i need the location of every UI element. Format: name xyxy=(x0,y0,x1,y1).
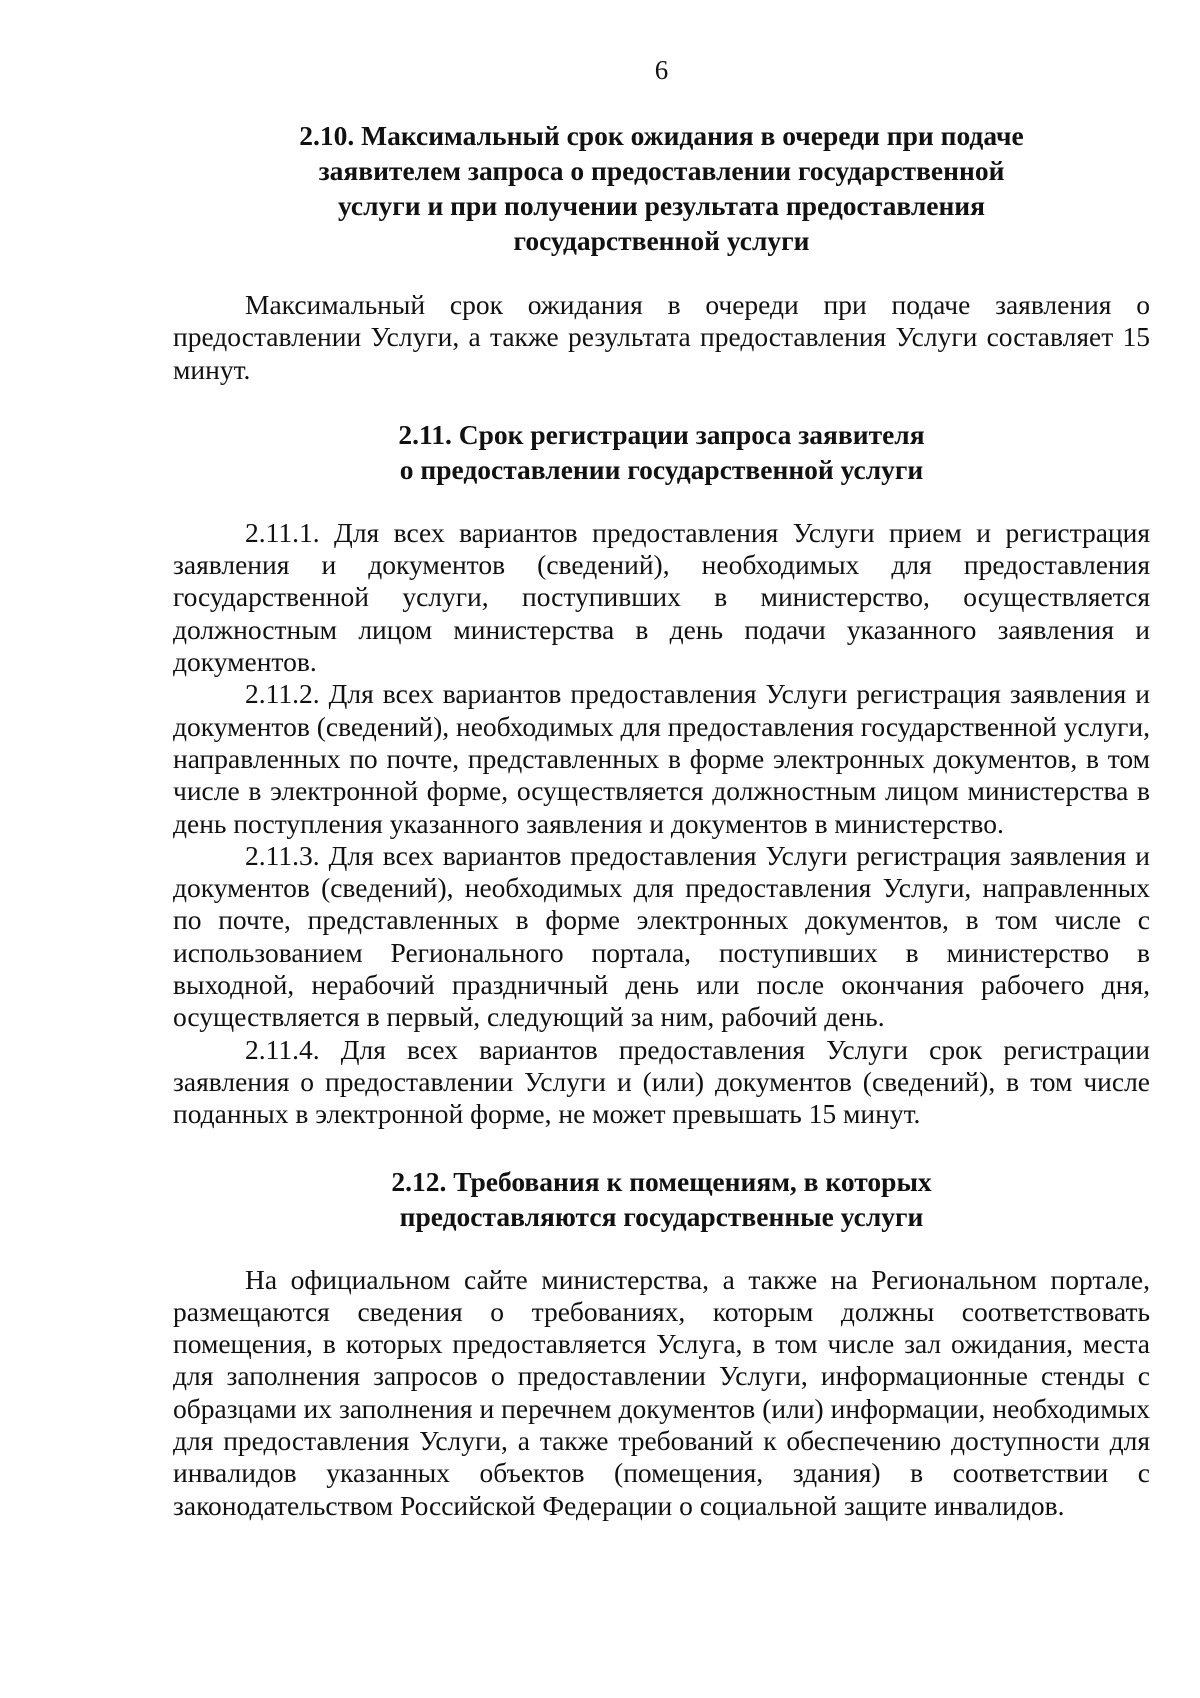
section-heading-2-10 xyxy=(173,118,1150,258)
heading-line: государственной услуги xyxy=(513,225,810,256)
section-heading-2-11 xyxy=(173,417,1150,487)
heading-line: заявителем запроса о предоставлении государственной xyxy=(318,155,1005,186)
heading-line: 2.11. Срок регистрации запроса заявителя xyxy=(398,418,925,450)
paragraph-2-11-4: 2.11.4. Для всех вариантов предоставления Услуги срок регистрации заявления о предоставлении Услуги и (или) документов (сведений), в том числе поданных в электронной форме, не может превышать 15 минут. xyxy=(173,1033,1150,1130)
heading-line: услуги и при получении результата предоставления xyxy=(337,190,986,221)
paragraph-2-12: На официальном сайте министерства, а также на Региональном портале, размещаются сведения о требованиях, которым должны соответствовать помещения, в которых предоставляется Услуга, в том числе зал ожидания, места для заполнения запросов о предоставлении Услуги, информационные стенды с образцами их заполнения и перечнем документов (или) информации, необходимых для предоставления Услуги, а также требований к обеспечению доступности для инвалидов указанных объектов (помещения, здания) в соответствии с законодательством Российской Федерации о социальной защите инвалидов. xyxy=(173,1263,1150,1521)
section-heading-2-12 xyxy=(173,1164,1150,1234)
paragraph-2-11-3: 2.11.3. Для всех вариантов предоставления Услуги регистрация заявления и документов (сведений), необходимых для предоставления Услуги, направленных по почте, представленных в форме электронных документов, в том числе с использованием Регионального портала, поступивших в министерство в выходной, нерабочий праздничный день или после окончания рабочего дня, осуществляется в первый, следующий за ним, рабочий день. xyxy=(173,839,1150,1033)
page-number: 6 xyxy=(654,55,669,85)
heading-line: о предоставлении государственной услуги xyxy=(399,453,924,485)
heading-line: 2.12. Требования к помещениям, в которых xyxy=(391,1165,932,1197)
paragraph-2-10: Максимальный срок ожидания в очереди при подаче заявления о предоставлении Услуги, а также результата предоставления Услуги составляет 15 минут. xyxy=(173,289,1150,385)
heading-line: предоставляются государственные услуги xyxy=(399,1200,924,1232)
paragraph-2-11-1: 2.11.1. Для всех вариантов предоставления Услуги прием и регистрация заявления и документов (сведений), необходимых для предоставления государственной услуги, поступивших в министерство, осуществляется должностным лицом министерства в день подачи указанного заявления и документов. xyxy=(173,516,1150,678)
heading-line: 2.10. Максимальный срок ожидания в очереди при подаче xyxy=(299,120,1024,151)
paragraph-2-11-2: 2.11.2. Для всех вариантов предоставления Услуги регистрация заявления и документов (сведений), необходимых для предоставления государственной услуги, направленных по почте, представленных в форме электронных документов, в том числе в электронной форме, осуществляется должностным лицом министерства в день поступления указанного заявления и документов в министерство. xyxy=(173,678,1150,839)
